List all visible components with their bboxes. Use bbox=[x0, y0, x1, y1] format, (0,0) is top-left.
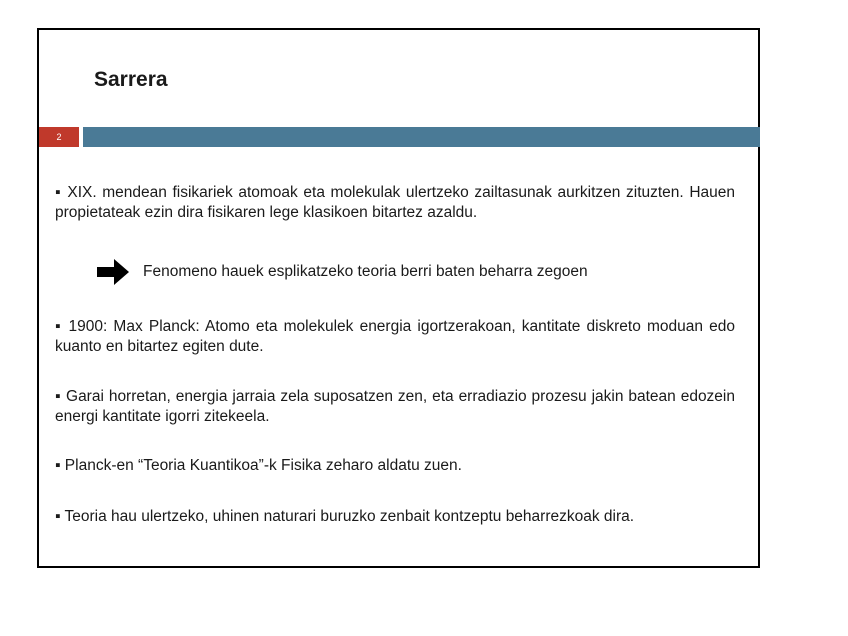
page-number: 2 bbox=[39, 127, 79, 147]
right-arrow-icon bbox=[97, 259, 129, 285]
paragraph-1: ▪ XIX. mendean fisikariek atomoak eta molekulak ulertzeko zailtasunak aurkitzen zituzten. Hauen propietateak ezin dira fisikaren lege klasikoen bitartez azaldu. bbox=[55, 184, 735, 221]
paragraph-5: ▪ Teoria hau ulertzeko, uhinen naturari buruzko zenbait kontzeptu beharrezkoak dira. bbox=[55, 508, 635, 525]
paragraph-4: ▪ Planck-en “Teoria Kuantikoa”-k Fisika zeharo aldatu zuen. bbox=[55, 457, 462, 474]
header-bar bbox=[83, 127, 760, 147]
slide-title: Sarrera bbox=[94, 68, 168, 91]
arrow-row bbox=[97, 258, 588, 286]
slide bbox=[37, 28, 760, 568]
paragraph-3: ▪ Garai horretan, energia jarraia zela suposatzen zen, eta erradiazio prozesu jakin batean edozein energi kantitate igorri zitekeela. bbox=[55, 388, 735, 425]
arrow-text: Fenomeno hauek esplikatzeko teoria berri baten beharra zegoen bbox=[143, 263, 588, 280]
paragraph-2: ▪ 1900: Max Planck: Atomo eta molekulek energia igortzerakoan, kantitate diskreto moduan edo kuanto en bitartez egiten dute. bbox=[55, 318, 735, 355]
